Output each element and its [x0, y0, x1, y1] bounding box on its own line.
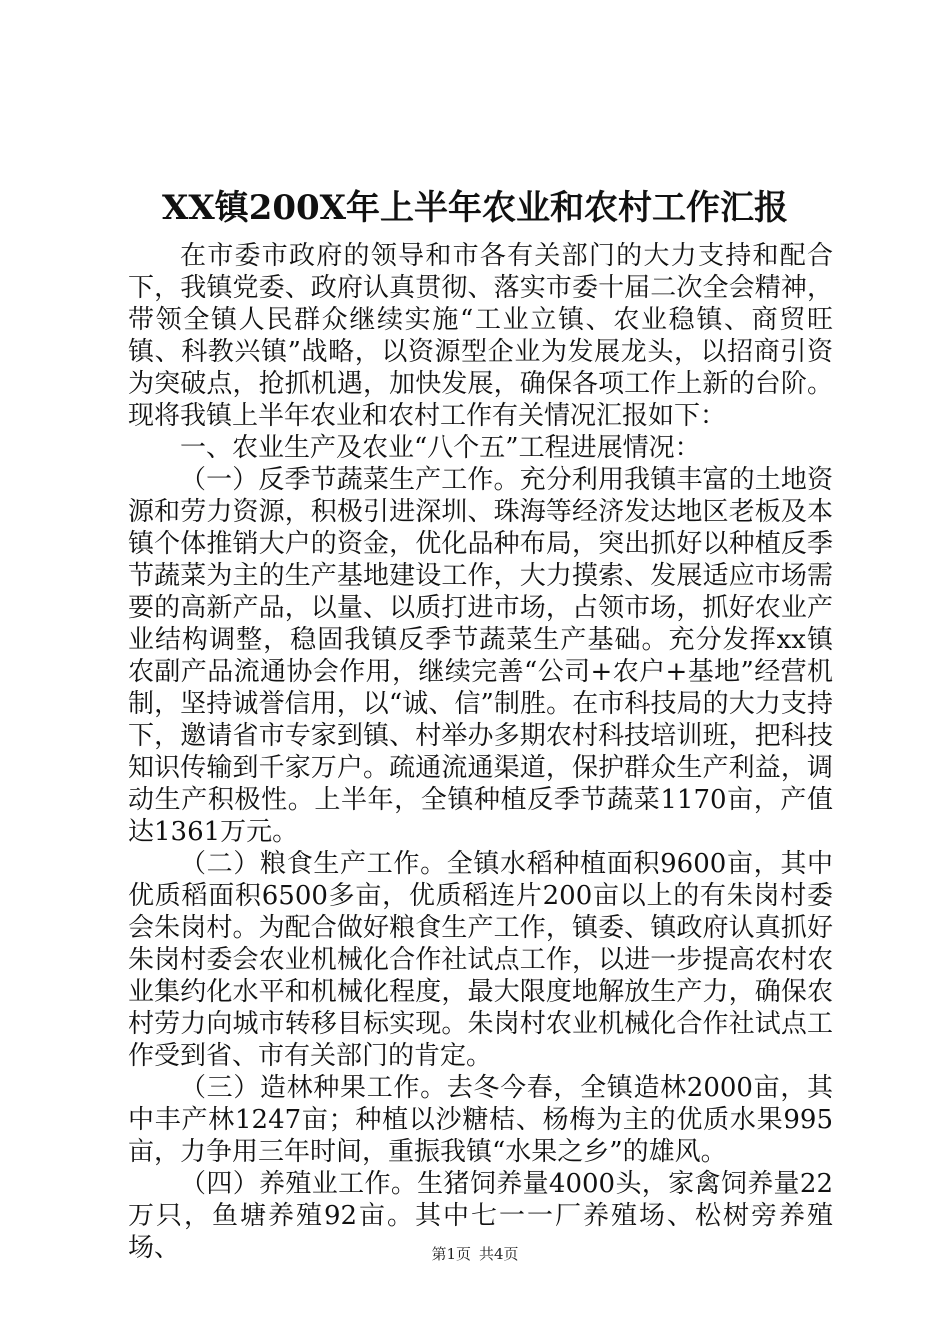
page-total: 共4页 [479, 1245, 519, 1263]
document-body [128, 240, 833, 1264]
document-title: XX镇200X年上半年农业和农村工作汇报 [161, 188, 789, 228]
intro-paragraph: 在市委市政府的领导和市各有关部门的大力支持和配合下，我镇党委、政府认真贯彻、落实市委十届二次全会精神，带领全镇人民群众继续实施“工业立镇、农业稳镇、商贸旺镇、科教兴镇”战略，以资源型企业为发展龙头，以招商引资为突破点，抢抓机遇，加快发展，确保各项工作上新的台阶。现将我镇上半年农业和农村工作有关情况汇报如下： [128, 241, 833, 431]
livestock-paragraph: （四）养殖业工作。生猪饲养量4000头，家禽饲养量22万只，鱼塘养殖92亩。其中七一一厂养殖场、松树旁养殖场、 [128, 1169, 833, 1263]
section-heading: 一、农业生产及农业“八个五”工程进展情况： [180, 433, 701, 463]
vegetable-paragraph: （一）反季节蔬菜生产工作。充分利用我镇丰富的土地资源和劳力资源，积极引进深圳、珠海等经济发达地区老板及本镇个体推销大户的资金，优化品种布局，突出抓好以种植反季节蔬菜为主的生产基地建设工作，大力摸索、发展适应市场需要的高新产品，以量、以质打进市场，占领市场，抓好农业产业结构调整，稳固我镇反季节蔬菜生产基础。充分发挥xx镇农副产品流通协会作用，继续完善“公司+农户+基地”经营机制，坚持诚誉信用，以“诚、信”制胜。在市科技局的大力支持下，邀请省市专家到镇、村举办多期农村科技培训班，把科技知识传输到千家万户。疏通流通渠道，保护群众生产利益，调动生产积极性。上半年，全镇种植反季节蔬菜1170亩，产值达1361万元。 [128, 465, 833, 847]
page-number: 第1页 [431, 1245, 471, 1263]
forestry-paragraph: （三）造林种果工作。去冬今春，全镇造林2000亩，其中丰产林1247亩；种植以沙糖桔、杨梅为主的优质水果995亩，力争用三年时间，重振我镇“水果之乡”的雄风。 [128, 1073, 833, 1167]
page-footer [0, 1244, 950, 1264]
grain-paragraph: （二）粮食生产工作。全镇水稻种植面积9600亩，其中优质稻面积6500多亩，优质稻连片200亩以上的有朱岗村委会朱岗村。为配合做好粮食生产工作，镇委、镇政府认真抓好朱岗村委会农业机械化合作社试点工作，以进一步提高农村农业集约化水平和机械化程度，最大限度地解放生产力，确保农村劳力向城市转移目标实现。朱岗村农业机械化合作社试点工作受到省、市有关部门的肯定。 [128, 849, 833, 1071]
